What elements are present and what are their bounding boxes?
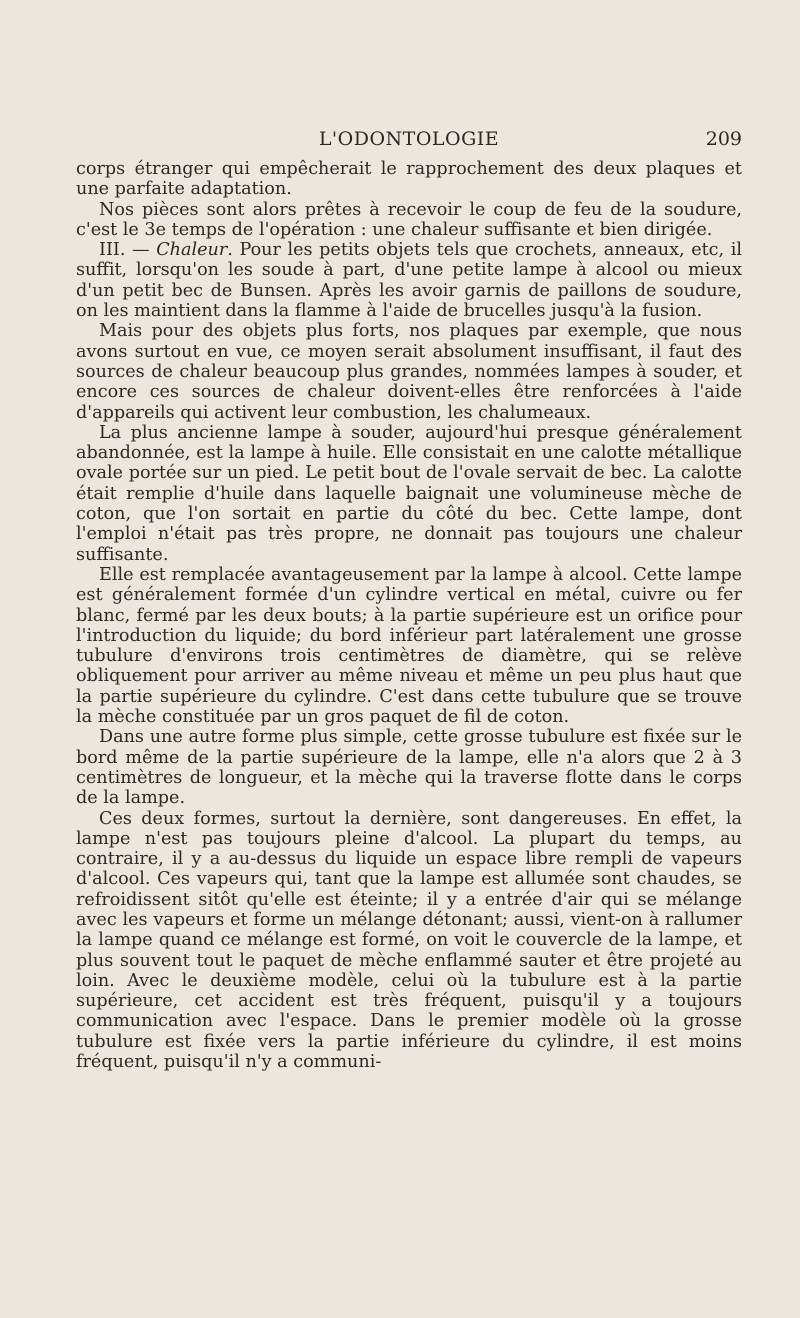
running-header	[76, 128, 742, 154]
paragraph: corps étranger qui empêcherait le rapprochement des deux plaques et une parfaite adaptation.	[76, 159, 742, 200]
paragraph: La plus ancienne lampe à souder, aujourd'hui presque généralement abandonnée, est la lampe à huile. Elle consistait en une calotte métallique ovale portée sur un pied. Le petit bout de l'ovale servait de bec. La calotte était remplie d'huile dans laquelle baignait une volumineuse mèche de coton, que l'on sortait en partie du côté du bec. Cette lampe, dont l'emploi n'était pas très propre, ne donnait pas toujours une chaleur suffisante.	[76, 422, 742, 565]
paragraph: Elle est remplacée avantageusement par la lampe à alcool. Cette lampe est généralement formée d'un cylindre vertical en métal, cuivre ou fer blanc, fermé par les deux bouts; à la partie supérieure est un orifice pour l'introduction du liquide; du bord inférieur part latéralement une grosse tubulure d'environs trois centimètres de diamètre, qui se relève obliquement pour arriver au même niveau et même un peu plus haut que la partie supérieure du cylindre. C'est dans cette tubulure que se trouve la mèche constituée par un gros paquet de fil de coton.	[76, 564, 742, 728]
paragraph: Ces deux formes, surtout la dernière, sont dangereuses. En effet, la lampe n'est pas toujours pleine d'alcool. La plupart du temps, au contraire, il y a au-dessus du liquide un espace libre rempli de vapeurs d'alcool. Ces vapeurs qui, tant que la lampe est allumée sont chaudes, se refroidissent sitôt qu'elle est éteinte; il y a entrée d'air qui se mélange avec les vapeurs et forme un mélange détonant; aussi, vient-on à rallumer la lampe quand ce mélange est formé, on voit le couvercle de la lampe, et plus souvent tout le paquet de mèche enflammé sauter et être projeté au loin. Avec le deuxième modèle, celui où la tubulure est à la partie supérieure, cet accident est très fréquent, puisqu'il y a toujours communication avec l'espace. Dans le premier modèle où la grosse tubulure est fixée vers la partie inférieure du cylindre, il est moins fréquent, puisqu'il n'y a communi-	[76, 808, 742, 1073]
paragraph	[76, 240, 742, 321]
paragraph-text: . Pour les petits objets tels que crochets, anneaux, etc, il suffit, lorsqu'on les soude à part, d'une petite lampe à alcool ou mieux d'un petit bec de Bunsen. Après les avoir garnis de paillons de soudure, on les maintient dans la flamme à l'aide de brucelles jusqu'à la fusion.	[76, 240, 742, 322]
running-title: L'ODONTOLOGIE	[318, 128, 500, 150]
page-number: 209	[705, 128, 742, 150]
paragraph: Nos pièces sont alors prêtes à recevoir le coup de feu de la soudure, c'est le 3e temps de l'opération : une chaleur suffisante et bien dirigée.	[76, 199, 742, 240]
section-number: III. —	[99, 240, 157, 261]
paragraph: Dans une autre forme plus simple, cette grosse tubulure est fixée sur le bord même de la partie supérieure de la lampe, elle n'a alors que 2 à 3 centimètres de longueur, et la mèche qui la traverse flotte dans le corps de la lampe.	[76, 727, 742, 809]
section-heading: Chaleur	[156, 240, 228, 261]
paragraph: Mais pour des objets plus forts, nos plaques par exemple, que nous avons surtout en vue, ce moyen serait absolument insuffisant, il faut des sources de chaleur beaucoup plus grandes, nommées lampes à souder, et encore ces sources de chaleur doivent-elles être renforcées à l'aide d'appareils qui activent leur combustion, les chalumeaux.	[76, 321, 742, 423]
body-text	[76, 159, 742, 1072]
